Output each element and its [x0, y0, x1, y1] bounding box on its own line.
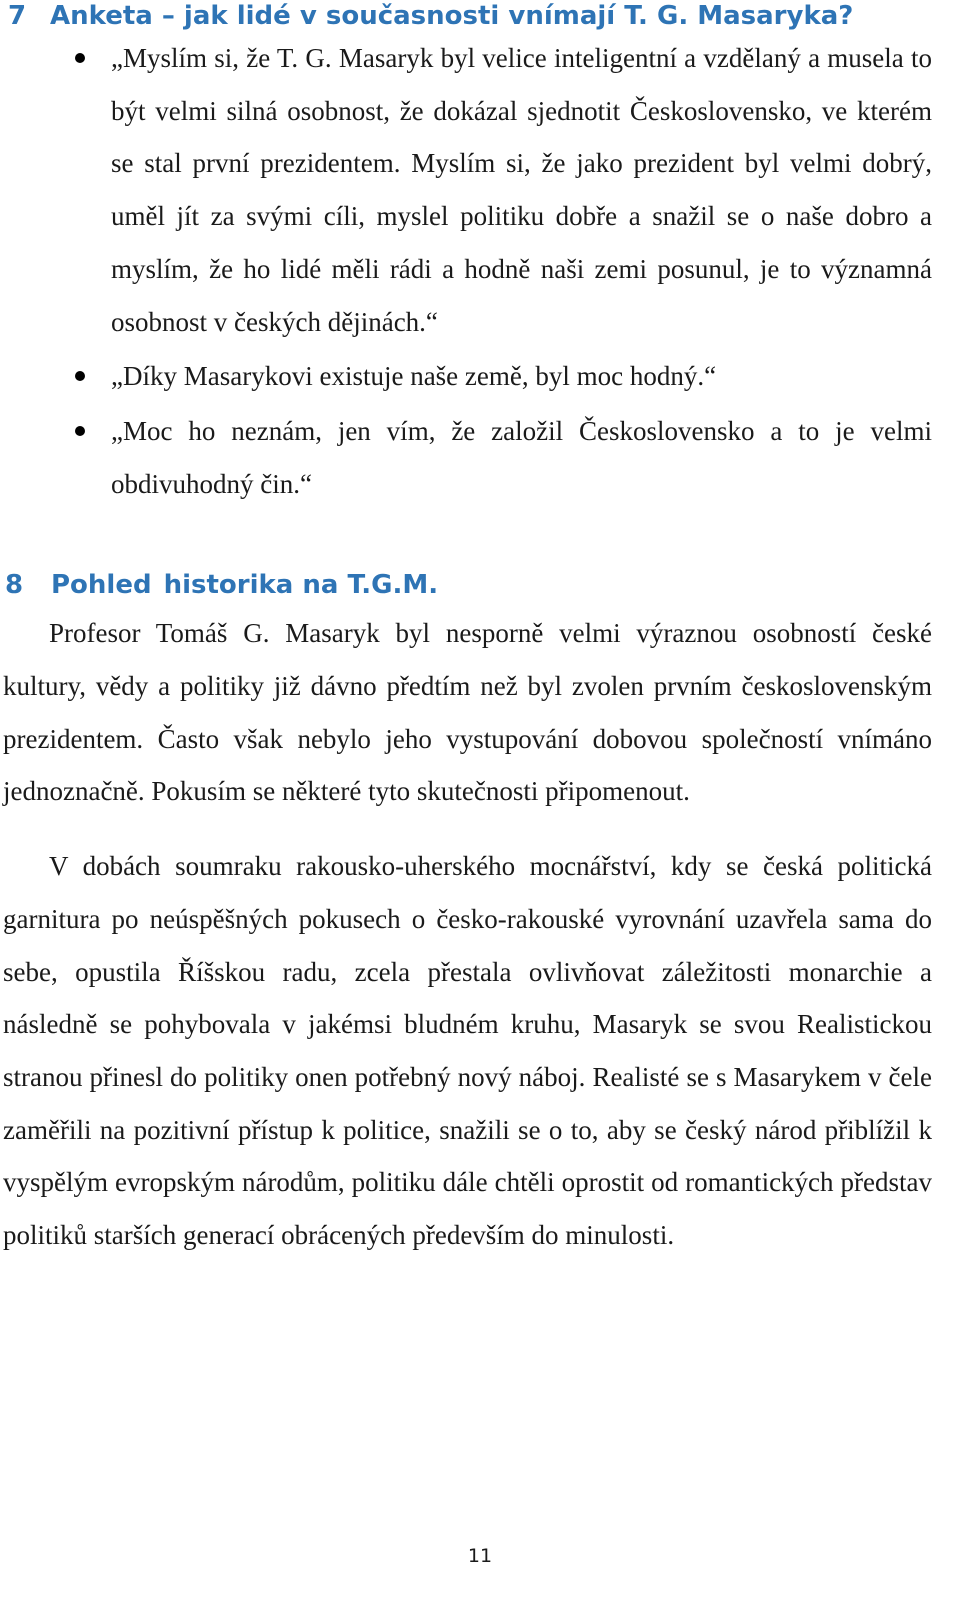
section-number: 7: [8, 1, 27, 31]
list-item: [3, 32, 932, 348]
quote-text: „Myslím si, že T. G. Masaryk byl velice inteligentní a vzdělaný a musela to být velmi silná osobnost, že dokázal sjednotit Československo, ve kterém se stal první prezidentem. Myslím si, že jako prezident byl velmi dobrý, uměl jít za svými cíli, myslel politiku dobře a snažil se o naše dobro a myslím, že ho lidé měli rádi a hodně naši zemi posunul, je to významná osobnost v českých dějinách.“: [111, 43, 932, 337]
bullet-icon: [75, 53, 85, 63]
section-title-part: historika na T.G.M.: [163, 570, 439, 601]
section-heading-7: [3, 0, 932, 32]
section-title-part: Pohled: [51, 570, 152, 601]
page-number: 11: [467, 1545, 493, 1567]
bullet-icon: [75, 371, 85, 381]
list-item: [3, 350, 932, 403]
quote-text: „Moc ho neznám, jen vím, že založil Československo a to je velmi obdivuhodný čin.“: [111, 415, 932, 499]
survey-quotes-list: [3, 32, 932, 510]
quote-text: „Díky Masarykovi existuje naše země, byl moc hodný.“: [111, 361, 717, 392]
section-title: Anketa – jak lidé v současnosti vnímají T. G. Masaryka?: [50, 1, 854, 31]
body-paragraph: V dobách soumraku rakousko-uherského mocnářství, kdy se česká politická garnitura po neúspěšných pokusech o česko-rakouské vyrovnání uzavřela sama do sebe, opustila Říšskou radu, zcela přestala ovlivňovat záležitosti monarchie a následně se pohybovala v jakémsi bludném kruhu, Masaryk se svou Realistickou stranou přinesl do politiky onen potřebný nový náboj. Realisté se s Masarykem v čele zaměřili na pozitivní přístup k politice, snažili se o to, aby se český národ přiblížil k vyspělým evropským národům, politiku dále chtěli oprostit od romantických představ politiků starších generací obrácených především do minulosti.: [3, 851, 932, 1251]
bullet-icon: [75, 426, 85, 436]
section-heading-8: [3, 565, 932, 605]
list-item: [3, 405, 932, 510]
section-number: 8: [5, 570, 24, 601]
body-paragraph: Profesor Tomáš G. Masaryk byl nesporně velmi výraznou osobností české kultury, vědy a politiky již dávno předtím než byl zvolen prvním československým prezidentem. Často však nebylo jeho vystupování dobovou společností vnímáno jednoznačně. Pokusím se některé tyto skutečnosti připomenout.: [3, 618, 932, 807]
